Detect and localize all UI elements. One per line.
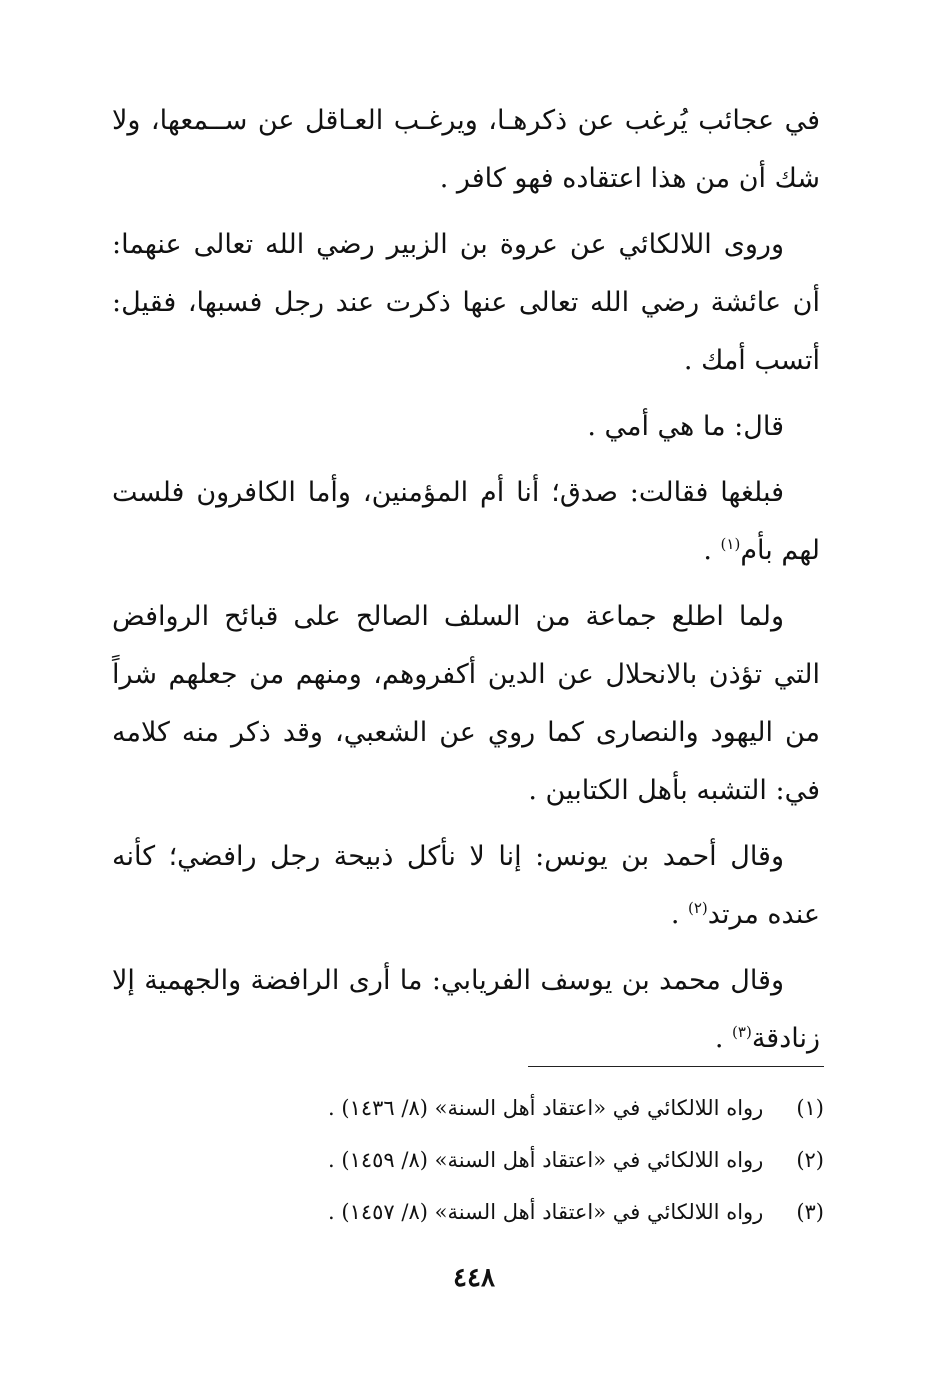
footnote-text: رواه اللالكائي في «اعتقاد أهل السنة» (٨/ ١٤٥٩) . [328, 1148, 764, 1172]
paragraph-4: فبلغها فقالت: صدق؛ أنا أم المؤمنين، وأما الكافرون فلست لهم بأم$^{(١)}$ . [112, 477, 820, 566]
footnote-text: رواه اللالكائي في «اعتقاد أهل السنة» (٨/ ١٤٥٧) . [328, 1200, 764, 1224]
footnote-number: (١) [796, 1096, 824, 1120]
footnote-divider [528, 1066, 824, 1067]
footnotes [328, 1082, 824, 1238]
footnote-1 [328, 1082, 824, 1134]
main-text [112, 92, 820, 1076]
footnote-3 [328, 1186, 824, 1238]
footnote-number: (٣) [796, 1200, 824, 1224]
footnote-ref-1: (١) [720, 535, 741, 553]
paragraph-3: قال: ما هي أمي . [587, 411, 784, 442]
footnote-ref-3: (٣) [732, 1023, 752, 1041]
footnote-number: (٢) [796, 1148, 824, 1172]
paragraph-5: ولما اطلع جماعة من السلف الصالح على قبائح الروافض التي تؤذن بالانحلال عن الدين أكفروهم، ومنهم من جعلهم شراً من اليهود والنصارى كما روي عن الشعبي، وقد ذكر منه كلامه في: التشبه بأهل الكتابين . [112, 601, 820, 806]
footnote-ref-2: (٢) [688, 899, 708, 917]
paragraph-2: وروى اللالكائي عن عروة بن الزبير رضي الله تعالى عنهما: أن عائشة رضي الله تعالى عنها ذكرت عند رجل فسبها، فقيل: أتسب أمك . [112, 229, 820, 376]
page-number: ٤٤٨ [453, 1263, 495, 1293]
footnote-2 [328, 1134, 824, 1186]
paragraph-1: في عجائب يُرغب عن ذكرهـا، ويرغـب العـاقل عن ســمعها، ولا شك أن من هذا اعتقاده فهو كافر . [112, 105, 820, 194]
paragraph-6: وقال أحمد بن يونس: إنا لا نأكل ذبيحة رجل رافضي؛ كأنه عنده مرتد$^{(٢)}$ . [112, 841, 820, 930]
footnote-text: رواه اللالكائي في «اعتقاد أهل السنة» (٨/ ١٤٣٦) . [328, 1096, 764, 1120]
paragraph-7: وقال محمد بن يوسف الفريابي: ما أرى الرافضة والجهمية إلا زنادقة$^{(٣)}$ . [112, 965, 820, 1054]
